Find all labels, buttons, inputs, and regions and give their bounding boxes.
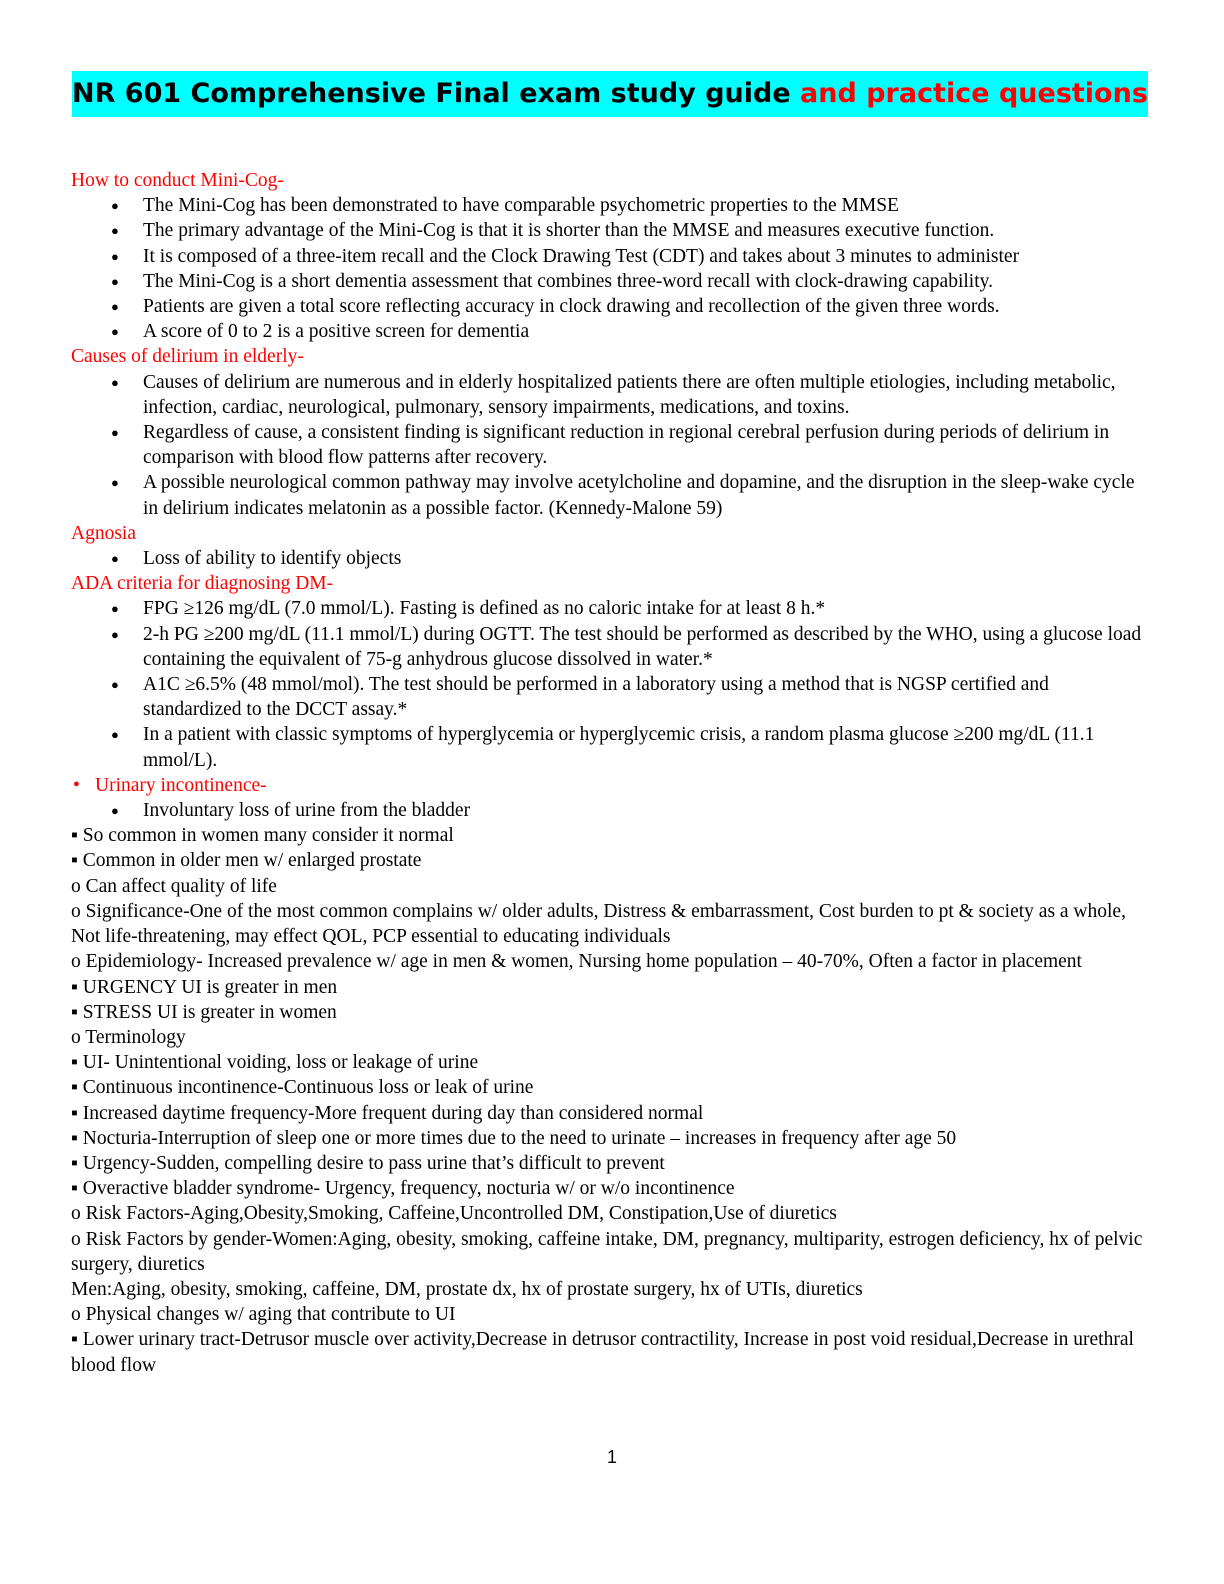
red-bullet-marker: •	[73, 774, 80, 796]
document-title	[72, 71, 1148, 117]
urinary-heading-text: Urinary incontinence-	[95, 774, 267, 796]
section-heading-agnosia: Agnosia	[71, 522, 136, 544]
outline-line: ▪ URGENCY UI is greater in men	[71, 976, 338, 998]
outline-line: o Risk Factors-Aging,Obesity,Smoking, Caffeine,Uncontrolled DM, Constipation,Use of diuretics	[71, 1203, 837, 1225]
list-item: ● Regardless of cause, a consistent finding is significant reduction in regional cerebral perfusion during periods of delirium in comparison with blood flow patterns after recovery.	[71, 420, 1151, 470]
outline-line: ▪ Common in older men w/ enlarged prostate	[71, 850, 422, 872]
list-item: ● Involuntary loss of urine from the bladder	[71, 798, 1151, 823]
list-item: ● Loss of ability to identify objects	[71, 546, 1151, 571]
outline-line: ▪ Continuous incontinence-Continuous loss or leak of urine	[71, 1077, 534, 1099]
document-body	[71, 168, 1151, 1378]
outline-line: ▪ Nocturia-Interruption of sleep one or more times due to the need to urinate – increases in frequency after age 50	[71, 1127, 957, 1149]
list-item: ● A1C ≥6.5% (48 mmol/mol). The test should be performed in a laboratory using a method that is NGSP certified and standardized to the DCCT assay.*	[71, 672, 1151, 722]
outline-line: ▪ Increased daytime frequency-More frequent during day than considered normal	[71, 1102, 704, 1124]
bullet-list-agnosia	[71, 546, 1151, 571]
outline-line: ▪ UI- Unintentional voiding, loss or leakage of urine	[71, 1052, 479, 1074]
section-heading-delirium: Causes of delirium in elderly-	[71, 346, 304, 368]
outline-line: Men:Aging, obesity, smoking, caffeine, DM, prostate dx, hx of prostate surgery, hx of UTIs, diuretics	[71, 1278, 863, 1300]
outline-line: ▪ Urgency-Sudden, compelling desire to pass urine that’s difficult to prevent	[71, 1152, 665, 1174]
list-item: ● 2-h PG ≥200 mg/dL (11.1 mmol/L) during OGTT. The test should be performed as described by the WHO, using a glucose load containing the equivalent of 75-g anhydrous glucose dissolved in water.*	[71, 622, 1151, 672]
list-item: ● Patients are given a total score reflecting accuracy in clock drawing and recollection of the given three words.	[71, 294, 1151, 319]
list-item: ● It is composed of a three-item recall and the Clock Drawing Test (CDT) and takes about 3 minutes to administer	[71, 244, 1151, 269]
page-number: 1	[606, 1447, 617, 1467]
outline-line: ▪ So common in women many consider it normal	[71, 825, 454, 847]
outline-line: o Epidemiology- Increased prevalence w/ age in men & women, Nursing home population – 40-70%, Often a factor in placement	[71, 951, 1082, 973]
section-heading-ada-criteria: ADA criteria for diagnosing DM-	[71, 573, 334, 595]
outline-line: o Risk Factors by gender-Women:Aging, obesity, smoking, caffeine intake, DM, pregnancy, multiparity, estrogen deficiency, hx of pelvic surgery, diuretics	[71, 1228, 1143, 1275]
bullet-list-ada-criteria	[71, 596, 1151, 772]
list-item: ● FPG ≥126 mg/dL (7.0 mmol/L). Fasting is defined as no caloric intake for at least 8 h.*	[71, 596, 1151, 621]
title-black: NR 601 Comprehensive Final exam study guide	[72, 78, 801, 109]
outline-line: ▪ Overactive bladder syndrome- Urgency, frequency, nocturia w/ or w/o incontinence	[71, 1178, 735, 1200]
section-heading-mini-cog: How to conduct Mini-Cog-	[71, 170, 284, 191]
outline-line: o Terminology	[71, 1026, 186, 1048]
outline-line: ▪ STRESS UI is greater in women	[71, 1001, 337, 1023]
outline-line: ▪ Lower urinary tract-Detrusor muscle over activity,Decrease in detrusor contractility, Increase in post void residual,Decrease in urethral blood flow	[71, 1329, 1134, 1376]
bullet-list-mini-cog	[71, 193, 1151, 344]
outline-line: o Physical changes w/ aging that contribute to UI	[71, 1304, 456, 1326]
list-item: ● In a patient with classic symptoms of hyperglycemia or hyperglycemic crisis, a random plasma glucose ≥200 mg/dL (11.1 mmol/L).	[71, 722, 1151, 772]
title-red: and practice questions	[800, 78, 1148, 109]
list-item: ● A possible neurological common pathway may involve acetylcholine and dopamine, and the disruption in the sleep-wake cycle in delirium indicates melatonin as a possible factor. (Kennedy-Malone 59)	[71, 470, 1151, 520]
outline-line: o Significance-One of the most common complains w/ older adults, Distress & embarrassment, Cost burden to pt & society as a whole, Not life-threatening, may effect QOL, PCP essential to educating individuals	[71, 900, 1126, 948]
list-item: ● A score of 0 to 2 is a positive screen for dementia	[71, 319, 1151, 344]
list-item: ● The Mini-Cog has been demonstrated to have comparable psychometric properties to the MMSE	[71, 193, 1151, 218]
bullet-list-delirium	[71, 370, 1151, 521]
list-item: ● The primary advantage of the Mini-Cog is that it is shorter than the MMSE and measures executive function.	[71, 218, 1151, 243]
list-item: ● The Mini-Cog is a short dementia assessment that combines three-word recall with clock-drawing capability.	[71, 269, 1151, 294]
bullet-list-urinary	[71, 798, 1151, 823]
list-item: ● Causes of delirium are numerous and in elderly hospitalized patients there are often multiple etiologies, including metabolic, infection, cardiac, neurological, pulmonary, sensory impairments, medications, and toxins.	[71, 370, 1151, 420]
section-heading-urinary-incontinence	[71, 773, 1151, 798]
outline-lines	[71, 823, 1151, 1377]
outline-line: o Can affect quality of life	[71, 875, 277, 897]
